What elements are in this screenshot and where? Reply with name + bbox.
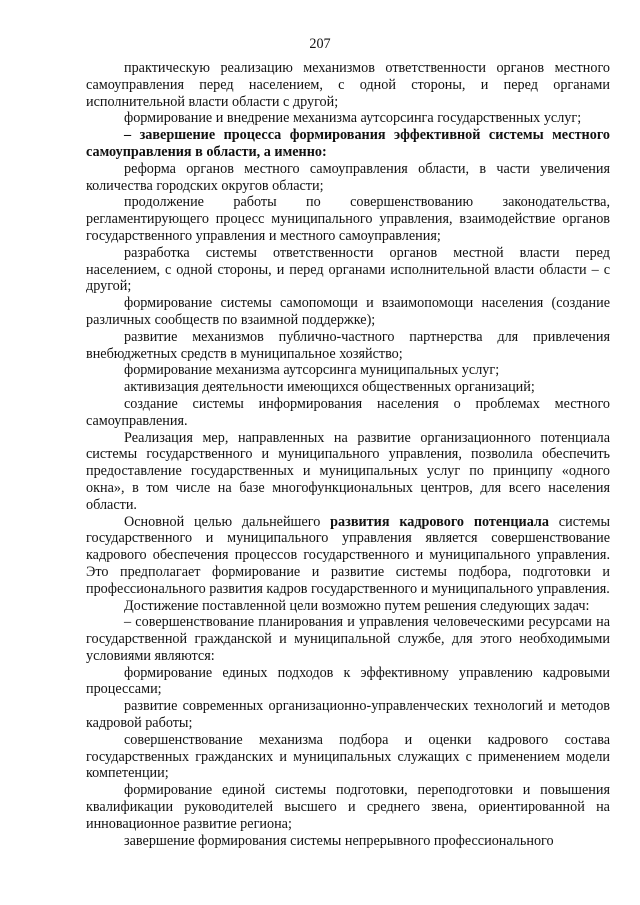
paragraph: совершенствование механизма подбора и оценки кадрового состава государственных гражданских и муниципальных служащих с применением модели компетенции;: [86, 731, 610, 782]
paragraph: формирование и внедрение механизма аутсорсинга государственных услуг;: [124, 110, 582, 127]
paragraph: формирование единой системы подготовки, переподготовки и повышения квалификации руководителей высшего и среднего звена, ориентированной на инновационное развитие региона;: [86, 782, 610, 832]
emphasis-text: развития кадрового потенциала: [330, 513, 549, 530]
paragraph: Достижение поставленной цели возможно путем решения следующих задач:: [124, 597, 590, 614]
paragraph: формирование системы самопомощи и взаимопомощи населения (создание различных сообществ по взаимной поддержке);: [86, 295, 610, 328]
paragraph: Реализация мер, направленных на развитие организационного потенциала системы государственного и муниципального управления, позволила обеспечить предоставление государственных и муниципальных услуг по принципу «одного окна», в том числе на базе многофункциональных центров, для всего населения области.: [86, 429, 610, 513]
bold-paragraph: – завершение процесса формирования эффективной системы местного самоуправления в области, а именно:: [86, 127, 610, 160]
paragraph-with-emphasis: [86, 514, 610, 598]
document-body: [86, 60, 610, 849]
paragraph: формирование механизма аутсорсинга муниципальных услуг;: [124, 362, 500, 379]
paragraph: формирование единых подходов к эффективному управлению кадровыми процессами;: [86, 664, 610, 698]
paragraph: – совершенствование планирования и управления человеческими ресурсами на государственной гражданской и муниципальной службе, для этого необходимыми условиями являются:: [86, 614, 610, 664]
paragraph: завершение формирования системы непрерывного профессионального: [124, 832, 554, 849]
paragraph: развитие механизмов публично-частного партнерства для привлечения внебюджетных средств в муниципальное хозяйство;: [86, 328, 610, 362]
paragraph-text-start: Основной целью дальнейшего: [124, 513, 331, 530]
paragraph: развитие современных организационно-управленческих технологий и методов кадровой работы;: [86, 698, 610, 732]
paragraph: создание системы информирования населения о проблемах местного самоуправления.: [86, 395, 610, 429]
paragraph-text-end: системы государственного и муниципального управления является совершенствование кадрового обеспечения процессов государственного и муниципального управления. Это предполагает формирование и развитие системы подбора, подготовки и профессионального развития кадров государственного и муниципального управления.: [86, 513, 610, 597]
paragraph: реформа органов местного самоуправления области, в части увеличения количества городских округов области;: [86, 160, 610, 194]
paragraph: разработка системы ответственности органов местной власти перед населением, с одной стороны, и перед органами исполнительной власти области – с другой;: [86, 244, 610, 295]
paragraph: продолжение работы по совершенствованию законодательства, регламентирующего процесс муниципального управления, взаимодействие органов государственного управления и местного самоуправления;: [86, 194, 610, 244]
page-number: 207: [309, 36, 331, 52]
paragraph: практическую реализацию механизмов ответственности органов местного самоуправления перед населением, с одной стороны, и перед органами исполнительной власти области с другой;: [86, 60, 610, 110]
paragraph: активизация деятельности имеющихся общественных организаций;: [124, 379, 535, 396]
